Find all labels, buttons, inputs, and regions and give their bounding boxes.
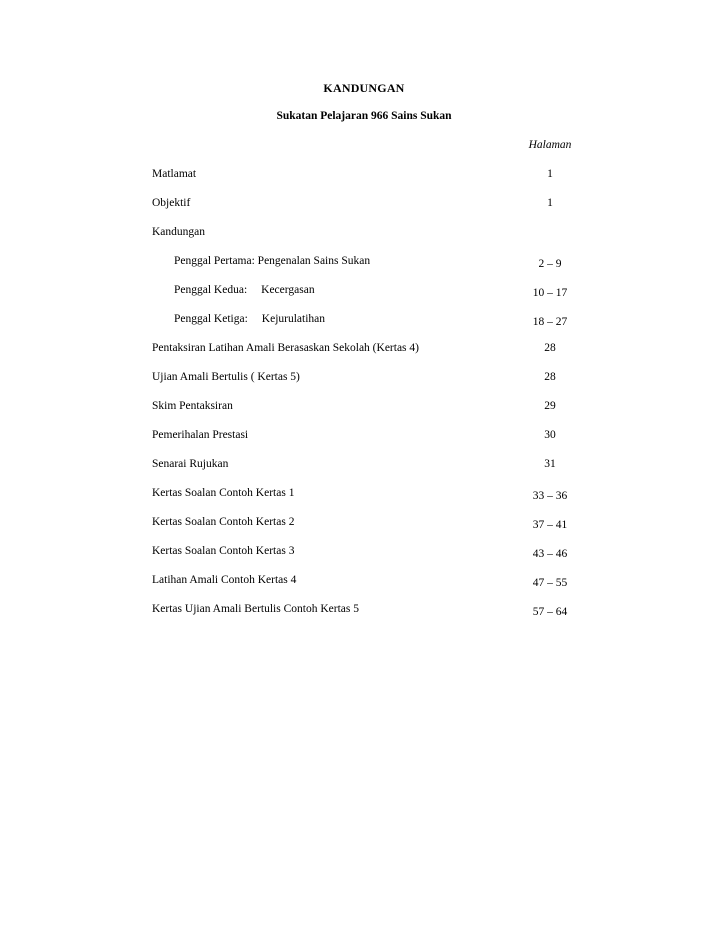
toc-label: Pentaksiran Latihan Amali Berasaskan Sekolah (Kertas 4): [152, 342, 419, 354]
toc-row-penggal-ketiga: [152, 313, 602, 342]
toc-row-kertas-2: [152, 516, 602, 545]
toc-page-number: 18 – 27: [532, 316, 568, 328]
page-column-header: Halaman: [528, 139, 572, 151]
page-subtitle: Sukatan Pelajaran 966 Sains Sukan: [276, 110, 452, 122]
toc-label-wrapper: [174, 313, 325, 325]
toc-label-wrapper: [174, 284, 315, 296]
toc-label: Matlamat: [152, 168, 197, 180]
page-title: KANDUNGAN: [323, 81, 405, 95]
toc-row-penggal-kedua: [152, 284, 602, 313]
toc-row-kandungan: [152, 226, 602, 255]
toc-page-number: 31: [544, 458, 556, 470]
toc-row-matlamat: [152, 168, 602, 197]
toc-row-senarai: [152, 458, 602, 487]
toc-page-number: 57 – 64: [532, 606, 568, 618]
toc-row-penggal-pertama: [152, 255, 602, 284]
toc-page-number: 10 – 17: [532, 287, 568, 299]
toc-label: Kandungan: [152, 226, 206, 238]
toc-label: Penggal Pertama: Pengenalan Sains Sukan: [174, 255, 371, 267]
toc-label: Kertas Soalan Contoh Kertas 1: [152, 487, 295, 499]
toc-page-number: 47 – 55: [532, 577, 568, 589]
toc-row-skim: [152, 400, 602, 429]
toc-page-number: 33 – 36: [532, 490, 568, 502]
toc-row-pemerihalan: [152, 429, 602, 458]
toc-row-kertas-4: [152, 574, 602, 603]
toc-label: Kertas Soalan Contoh Kertas 3: [152, 545, 295, 557]
toc-row-kertas-1: [152, 487, 602, 516]
toc-page-number: 43 – 46: [532, 548, 568, 560]
toc-label: Skim Pentaksiran: [152, 400, 233, 412]
toc-row-kertas-5: [152, 603, 602, 632]
toc-label: Objektif: [152, 197, 191, 209]
toc-row-objektif: [152, 197, 602, 226]
toc-label: Penggal Kedua:: [174, 284, 248, 296]
toc-page-number: 2 – 9: [538, 258, 562, 270]
toc-row-ujian-amali: [152, 371, 602, 400]
toc-row-kertas-3: [152, 545, 602, 574]
toc-label: Pemerihalan Prestasi: [152, 429, 249, 441]
toc-page-number: 30: [544, 429, 556, 441]
toc-row-pentaksiran-latihan: [152, 342, 602, 371]
toc-label: Latihan Amali Contoh Kertas 4: [152, 574, 297, 586]
toc-page-number: 1: [547, 197, 553, 209]
toc-page-number: 37 – 41: [532, 519, 568, 531]
toc-label: Kertas Ujian Amali Bertulis Contoh Kertas 5: [152, 603, 359, 615]
toc-label: Ujian Amali Bertulis ( Kertas 5): [152, 371, 300, 383]
toc-page-number: 28: [544, 371, 556, 383]
toc-label: Kertas Soalan Contoh Kertas 2: [152, 516, 295, 528]
toc-page-number: 28: [544, 342, 556, 354]
toc-page-number: 1: [547, 168, 553, 180]
toc-label: Senarai Rujukan: [152, 458, 229, 470]
table-of-contents: [152, 168, 602, 632]
toc-page-number: 29: [544, 400, 556, 412]
toc-label: Penggal Ketiga:: [174, 313, 248, 325]
toc-subtopic: Kecergasan: [261, 284, 315, 296]
toc-subtopic: Kejurulatihan: [261, 313, 326, 325]
